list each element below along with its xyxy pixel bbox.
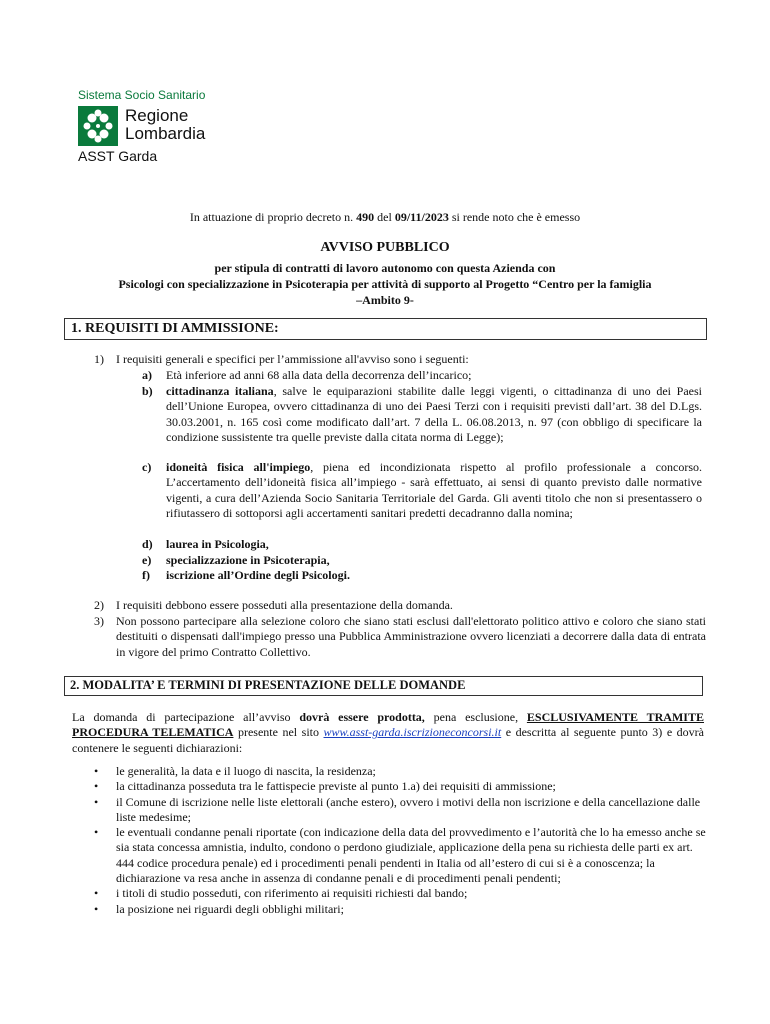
decree-number: 490: [356, 210, 375, 224]
intro-line: In attuazione di proprio decreto n. 490 del 09/11/2023 si rende noto che è emesso: [189, 210, 581, 224]
section-2-paragraph: La domanda di partecipazione all’avviso dovrà essere prodotta, pena esclusione, ESCLUSIVAMENTE TRAMITE PROCEDURA TELEMATICA presente nel sito www.asst-garda.iscrizioneconcorsi.it e descritta al seguente punto 3) e dovrà contenere le seguenti dichiarazioni:: [72, 710, 704, 755]
list-item: • la posizione nei riguardi degli obblighi militari;: [94, 902, 706, 917]
notice-subtitle-line-2: Psicologi con specializzazione in Psicoterapia per attività di supporto al Progetto “Centro per la famiglia: [118, 277, 652, 291]
item-2-number: 2): [94, 598, 104, 612]
section-1-heading: 1. REQUISITI DI AMMISSIONE:: [64, 318, 707, 340]
list-item: • le eventuali condanne penali riportate (con indicazione della data del provvedimento e l’autorità che lo ha emesso anche se sia stata concessa amnistia, indulto, condono o perdono giudiziale, applicazione della pena su richiesta delle parti ex art. 444 codice procedura penale) ed i procedimenti penali pendenti in Italia od all’estero di cui si è a conoscenza; la dichiarazione va resa anche in assenza di condanne penali e di procedimenti penali pendenti;: [94, 825, 706, 886]
item-3-number: 3): [94, 614, 104, 628]
asst-garda-logo: [77, 88, 237, 168]
notice-subtitle-line-3: –Ambito 9-: [356, 293, 414, 307]
item-2-text: I requisiti debbono essere posseduti alla presentazione della domanda.: [116, 598, 453, 612]
decree-date: 09/11/2023: [394, 210, 449, 224]
regione-lombardia-rose-icon: [78, 106, 118, 146]
item-1-text: I requisiti generali e specifici per l’ammissione all'avviso sono i seguenti:: [116, 352, 469, 366]
portal-link[interactable]: www.asst-garda.iscrizioneconcorsi.it: [323, 725, 502, 740]
notice-subtitle-line-1: per stipula di contratti di lavoro autonomo con questa Azienda con: [214, 261, 556, 275]
list-item: • i titoli di studio posseduti, con riferimento ai requisiti richiesti dal bando;: [94, 886, 706, 901]
document-page: Sistema Socio Sanitario Regione Lombardia ASST Garda In attuazione di proprio decreto n. 490 del 09/11/2023 si rende noto che è emesso AVVISO PUBBLICO per stipula di contratti di lavoro autonomo con questa Azienda con Psicologi con specializzazione in Psicoterapia per attività di supporto al Progetto “Centro per la famiglia –Ambito 9- 1. REQUISITI DI AMMISSIONE: 1) I requisiti generali e specifici per l’ammissione all'avviso sono i seguenti: a) Età inferiore ad anni 68 alla data della decorrenza dell’incarico; b) cittadinanza italiana, salve le equiparazioni stabilite dalle leggi vigenti, o cittadinanza di uno dei Paesi dell’Unione Europea, ovvero cittadinanza di uno dei Paesi Terzi con i requisiti previsti dall’art. 38 del D.Lgs. 30.03.2001, n. 165 così come modificato dall’art. 7 della L. 06.08.2013, n. 97 (con obbligo di specificare la condizione sussistente tra quelle previste dalla citata norma di Legge); c) idoneità fisica all'impiego, piena ed incondizionata rispetto al profilo professionale a concorso. L’accertamento dell’idoneità fisica all’impiego - sarà effettuato, ai sensi di quanto previsto dalle normative vigenti, a cura dell’Azienda Socio Sanitaria Territoriale del Garda. Gli aventi titolo che non si presentassero o rifiutassero di sottoporsi agli accertamenti sanitari predetti decadranno dalla nomina; d) laurea in Psicologia, e) specializzazione in Psicoterapia, f) iscrizione all’Ordine degli Psicologi. 2) I requisiti debbono essere posseduti alla presentazione della domanda. 3) Non possono partecipare alla selezione coloro che siano stati esclusi dall'elettorato politico attivo e coloro che siano stati destituiti o dispensati dall'impiego presso una Pubblica Amministrazione ovvero licenziati a decorrere dalla data di entrata in vigore del primo Contratto Collettivo. 2. MODALITA’ E TERMINI DI PRESENTAZIONE DELLE DOMANDE La domanda di partecipazione all’avviso dovrà essere prodotta, pena esclusione, ESCLUSIVAMENTE TRAMITE PROCEDURA TELEMATICA presente nel sito www.asst-garda.iscrizioneconcorsi.it e descritta al seguente punto 3) e dovrà contenere le seguenti dichiarazioni: • le generalità, la data e il luogo di nascita, la residenza; • la cittadinanza posseduta tra le fattispecie previste al punto 1.a) dei requisiti di ammissione; • il Comune di iscrizione nelle liste elettorali (anche estero), ovvero i motivi della non iscrizione e della cancellazione dalle liste medesime; • le eventuali condanne penali riportate (con indicazione della data del provvedimento e l’autorità che lo ha emesso anche se sia stata concessa amnistia, indulto, condono o perdono giudiziale, applicazione della pena su richiesta delle parti ex art. 444 codice procedura penale) ed i procedimenti penali pendenti in Italia od all’estero di cui si è a conoscenza; la dichiarazione va resa anche in assenza di condanne penali e di procedimenti penali pendenti; • i titoli di studio posseduti, con riferimento ai requisiti richiesti dal bando; • la posizione nei riguardi degli obblighi militari;: [0, 0, 770, 1024]
list-item: • la cittadinanza posseduta tra le fattispecie previste al punto 1.a) dei requisiti di ammissione;: [94, 779, 706, 794]
logo-region-name: Regione Lombardia: [125, 106, 206, 143]
item-1-number: 1): [94, 352, 104, 366]
logo-system-text: Sistema Socio Sanitario: [78, 88, 206, 102]
section-2-heading: 2. MODALITA’ E TERMINI DI PRESENTAZIONE DELLE DOMANDE: [64, 676, 703, 696]
declarations-list: [94, 764, 706, 917]
list-item: • il Comune di iscrizione nelle liste elettorali (anche estero), ovvero i motivi della non iscrizione e della cancellazione dalle liste medesime;: [94, 795, 706, 826]
list-item: • le generalità, la data e il luogo di nascita, la residenza;: [94, 764, 706, 779]
item-3-text: Non possono partecipare alla selezione coloro che siano stati esclusi dall'elettorato politico attivo e coloro che siano stati destituiti o dispensati dall'impiego presso una Pubblica Amministrazione ovvero licenziati a decorrere dalla data di entrata in vigore del primo Contratto Collettivo.: [116, 614, 706, 659]
notice-title: AVVISO PUBBLICO: [320, 240, 450, 255]
logo-asst-text: ASST Garda: [78, 148, 158, 164]
